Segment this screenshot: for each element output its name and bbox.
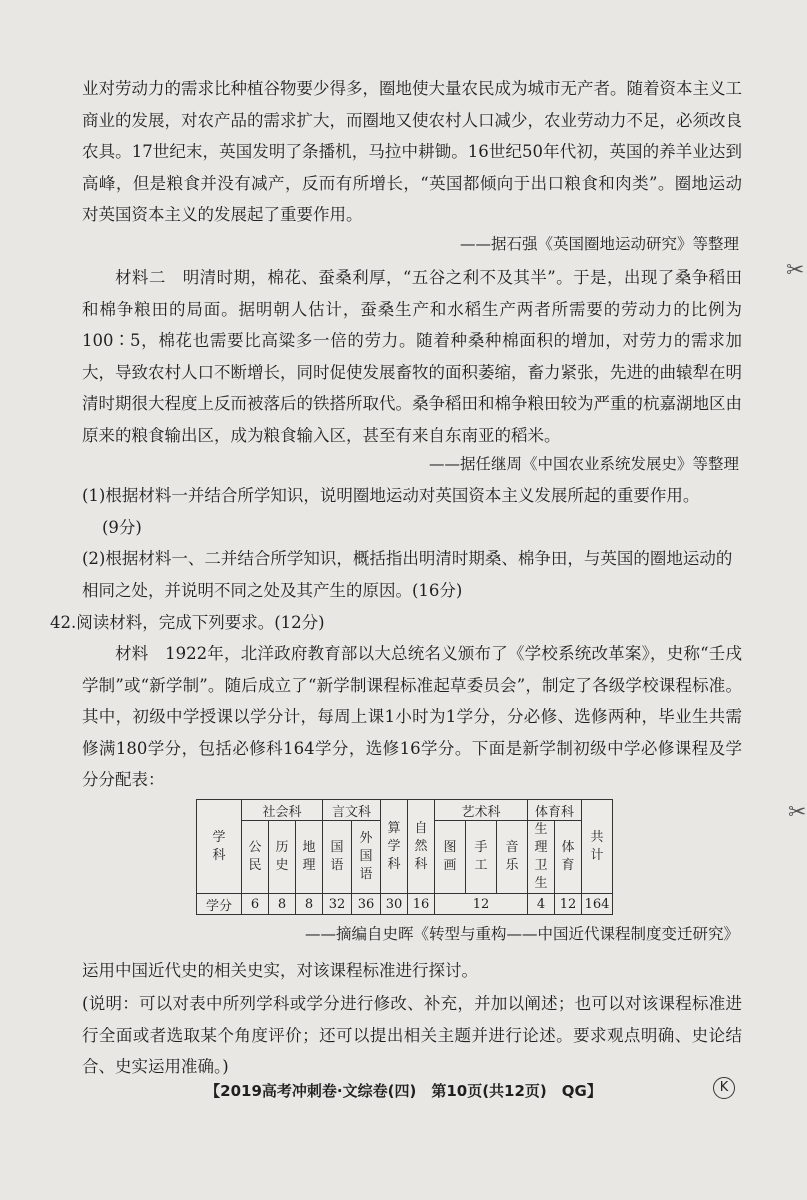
question-42-title: 42.阅读材料，完成下列要求。(12分) xyxy=(50,613,325,632)
material-two-source: ——据任继周《中国农业系统发展史》等整理 xyxy=(428,455,739,473)
page-footer: 【2019高考冲刺卷·文综卷(四) 第10页(共12页) QG】 xyxy=(205,1082,602,1100)
credit-geography: 8 xyxy=(296,894,323,915)
table-source: ——摘编自史晖《转型与重构——中国近代课程制度变迁研究》 xyxy=(304,925,739,943)
credit-pe: 12 xyxy=(555,894,582,915)
subject-craft: 手工 xyxy=(466,821,497,894)
subject-foreign: 外国语 xyxy=(352,821,381,894)
credit-arts: 12 xyxy=(435,894,528,915)
credit-label: 学分 xyxy=(197,894,242,915)
subject-header: 学科 xyxy=(197,800,242,894)
question-42-note: (说明：可以对表中所列学科或学分进行修改、补充，并加以阐述；也可以对该课程标准进行全面或者选取某个角度评价；还可以提出相关主题并进行论述。要求观点明确、史论结合、史实运用准确。) xyxy=(82,994,742,1076)
scissors-icon: ✂ xyxy=(786,258,805,283)
material-two: 材料二 明清时期，棉花、蚕桑利厚，“五谷之利不及其半”。于是，出现了桑争稻田和棉争粮田的局面。据明朝人估计，蚕桑生产和水稻生产两者所需要的劳动力的比例为100∶5，棉花也需要比高粱多一倍的劳力。随着种桑种棉面积的增加，对劳力的需求加大，导致农村人口不断增长，同时促使发展畜牧的面积萎缩，畜力紧张，先进的曲辕犁在明清时期很大程度上反而被落后的铁搭所取代。桑争稻田和棉争粮田较为严重的杭嘉湖地区由原来的粮食输出区，成为粮食输入区，甚至有来自东南亚的稻米。 xyxy=(82,268,742,445)
question-1-score: (9分) xyxy=(102,518,142,537)
group-math: 算学科 xyxy=(381,800,408,894)
material-one-source: ——据石强《英国圈地运动研究》等整理 xyxy=(459,235,739,253)
subject-drawing: 图画 xyxy=(435,821,466,894)
question-42-task: 运用中国近代史的相关史实，对该课程标准进行探讨。 xyxy=(82,961,478,980)
subject-geography: 地理 xyxy=(296,821,323,894)
credit-foreign: 36 xyxy=(352,894,381,915)
subject-chinese: 国语 xyxy=(323,821,352,894)
credit-table xyxy=(196,799,613,915)
subject-pe: 体育 xyxy=(555,821,582,894)
group-arts: 艺术科 xyxy=(435,800,528,821)
subject-civics: 公民 xyxy=(242,821,269,894)
group-language: 言文科 xyxy=(323,800,381,821)
credit-science: 16 xyxy=(408,894,435,915)
group-science: 自然科 xyxy=(408,800,435,894)
edition-mark: K xyxy=(713,1077,735,1099)
material-one-continued: 业对劳动力的需求比种植谷物要少得多，圈地使大量农民成为城市无产者。随着资本主义工商业的发展，对农产品的需求扩大，而圈地又使农村人口减少，农业劳动力不足，必须改良农具。17世纪末，英国发明了条播机，马拉中耕锄。16世纪50年代初，英国的养羊业达到高峰，但是粮食并没有减产，反而有所增长，“英国都倾向于出口粮食和肉类”。圈地运动对英国资本主义的发展起了重要作用。 xyxy=(82,79,742,224)
group-total: 共计 xyxy=(582,800,613,894)
group-social: 社会科 xyxy=(242,800,323,821)
credit-civics: 6 xyxy=(242,894,269,915)
credit-total: 164 xyxy=(582,894,613,915)
subject-music: 音乐 xyxy=(497,821,528,894)
scissors-icon: ✂ xyxy=(788,800,807,825)
group-pe: 体育科 xyxy=(528,800,582,821)
credit-hygiene: 4 xyxy=(528,894,555,915)
subject-hygiene: 生理卫生 xyxy=(528,821,555,894)
credit-history: 8 xyxy=(269,894,296,915)
subject-history: 历史 xyxy=(269,821,296,894)
credit-chinese: 32 xyxy=(323,894,352,915)
question-42-material: 材料 1922年，北洋政府教育部以大总统名义颁布了《学校系统改革案》，史称“壬戌学制”或“新学制”。随后成立了“新学制课程标准起草委员会”，制定了各级学校课程标准。其中，初级中学授课以学分计，每周上课1小时为1学分，分必修、选修两种，毕业生共需修满180学分，包括必修科164学分，选修16学分。下面是新学制初级中学必修课程及学分分配表： xyxy=(82,644,742,789)
question-1: (1)根据材料一并结合所学知识，说明圈地运动对英国资本主义发展所起的重要作用。 xyxy=(82,486,700,505)
credit-math: 30 xyxy=(381,894,408,915)
question-2: (2)根据材料一、二并结合所学知识，概括指出明清时期桑、棉争田，与英国的圈地运动的相同之处，并说明不同之处及其产生的原因。(16分) xyxy=(82,549,733,600)
